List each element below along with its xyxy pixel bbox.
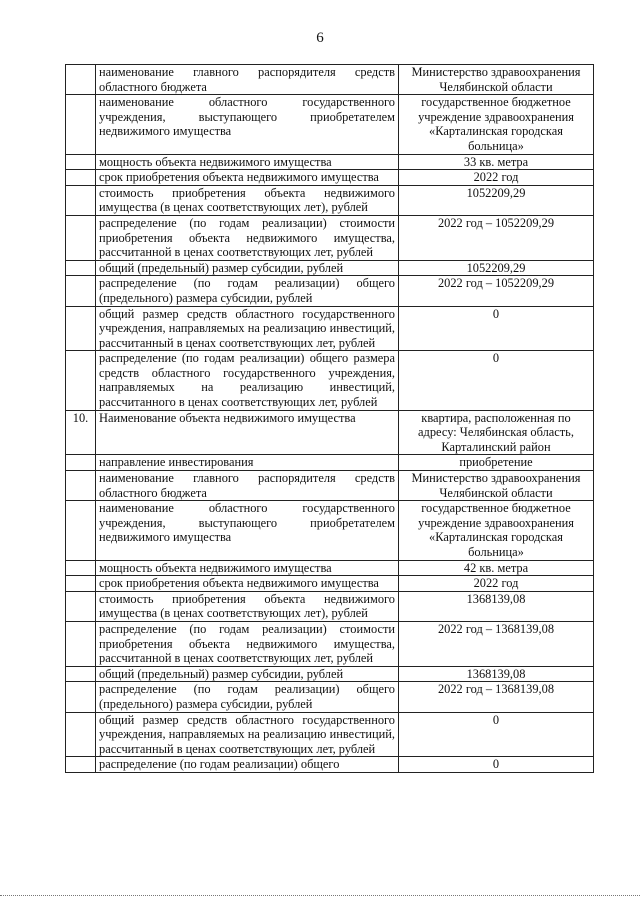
row-number: 10. <box>66 410 96 455</box>
page-bottom-divider <box>0 895 640 896</box>
table-row <box>66 757 594 773</box>
row-label: Наименование объекта недвижимого имущества <box>96 410 399 455</box>
row-label: распределение (по годам реализации) общего (предельного) размера субсидии, рублей <box>96 682 399 712</box>
table-row <box>66 65 594 95</box>
row-label: мощность объекта недвижимого имущества <box>96 560 399 576</box>
row-number <box>66 757 96 773</box>
row-value: 2022 год <box>399 576 594 592</box>
table-row <box>66 170 594 186</box>
page-number: 6 <box>316 30 324 46</box>
row-value: 1368139,08 <box>399 666 594 682</box>
row-value: 2022 год – 1368139,08 <box>399 682 594 712</box>
row-value: 1052209,29 <box>399 260 594 276</box>
table-row <box>66 95 594 154</box>
row-value: 0 <box>399 306 594 351</box>
row-value: 42 кв. метра <box>399 560 594 576</box>
row-value: квартира, расположенная по адресу: Челябинская область, Карталинский район <box>399 410 594 455</box>
row-label: распределение (по годам реализации) общего размера средств областного государственного учреждения, направляемых на реализацию инвестиций, рассчитанного в ценах соответствующих лет, рублей <box>96 351 399 410</box>
row-number <box>66 501 96 560</box>
row-number <box>66 185 96 215</box>
table-row <box>66 410 594 455</box>
row-number <box>66 306 96 351</box>
investment-table <box>65 64 594 773</box>
row-label: наименование областного государственного учреждения, выступающего приобретателем недвижимого имущества <box>96 501 399 560</box>
row-number <box>66 591 96 621</box>
row-value: Министерство здравоохранения Челябинской области <box>399 65 594 95</box>
row-label: стоимость приобретения объекта недвижимого имущества (в ценах соответствующих лет), рублей <box>96 185 399 215</box>
row-label: распределение (по годам реализации) общего <box>96 757 399 773</box>
row-number <box>66 576 96 592</box>
row-value: 0 <box>399 757 594 773</box>
row-number <box>66 712 96 757</box>
row-label: наименование главного распорядителя средств областного бюджета <box>96 65 399 95</box>
row-number <box>66 154 96 170</box>
table-row <box>66 682 594 712</box>
row-number <box>66 621 96 666</box>
table-row <box>66 471 594 501</box>
row-value: 33 кв. метра <box>399 154 594 170</box>
row-value: государственное бюджетное учреждение здравоохранения «Карталинская городская больница» <box>399 95 594 154</box>
row-value: 1368139,08 <box>399 591 594 621</box>
row-label: распределение (по годам реализации) общего (предельного) размера субсидии, рублей <box>96 276 399 306</box>
table-row <box>66 501 594 560</box>
row-label: срок приобретения объекта недвижимого имущества <box>96 170 399 186</box>
row-number <box>66 65 96 95</box>
table-row <box>66 215 594 260</box>
row-number <box>66 455 96 471</box>
table-row <box>66 712 594 757</box>
row-number <box>66 471 96 501</box>
table-row <box>66 455 594 471</box>
row-value: 0 <box>399 351 594 410</box>
table-row <box>66 351 594 410</box>
row-label: распределение (по годам реализации) стоимости приобретения объекта недвижимого имущества, рассчитанной в ценах соответствующих лет, рублей <box>96 215 399 260</box>
row-label: направление инвестирования <box>96 455 399 471</box>
row-number <box>66 682 96 712</box>
row-number <box>66 560 96 576</box>
table-row <box>66 576 594 592</box>
row-label: общий размер средств областного государственного учреждения, направляемых на реализацию инвестиций, рассчитанный в ценах соответствующих лет, рублей <box>96 306 399 351</box>
row-value: государственное бюджетное учреждение здравоохранения «Карталинская городская больница» <box>399 501 594 560</box>
table-row <box>66 666 594 682</box>
table-row <box>66 185 594 215</box>
row-label: общий размер средств областного государственного учреждения, направляемых на реализацию инвестиций, рассчитанный в ценах соответствующих лет, рублей <box>96 712 399 757</box>
table-row <box>66 260 594 276</box>
row-number <box>66 666 96 682</box>
row-value: 2022 год – 1368139,08 <box>399 621 594 666</box>
row-number <box>66 95 96 154</box>
table-row <box>66 154 594 170</box>
row-number <box>66 170 96 186</box>
row-label: мощность объекта недвижимого имущества <box>96 154 399 170</box>
row-value: 1052209,29 <box>399 185 594 215</box>
row-number <box>66 215 96 260</box>
row-value: 2022 год – 1052209,29 <box>399 276 594 306</box>
row-label: срок приобретения объекта недвижимого имущества <box>96 576 399 592</box>
table-row <box>66 276 594 306</box>
table-row <box>66 621 594 666</box>
table-row <box>66 560 594 576</box>
row-number <box>66 351 96 410</box>
row-value: 2022 год <box>399 170 594 186</box>
row-value: 2022 год – 1052209,29 <box>399 215 594 260</box>
row-label: стоимость приобретения объекта недвижимого имущества (в ценах соответствующих лет), рублей <box>96 591 399 621</box>
row-value: 0 <box>399 712 594 757</box>
row-value: приобретение <box>399 455 594 471</box>
table-row <box>66 591 594 621</box>
row-label: общий (предельный) размер субсидии, рублей <box>96 260 399 276</box>
row-label: наименование областного государственного учреждения, выступающего приобретателем недвижимого имущества <box>96 95 399 154</box>
row-label: распределение (по годам реализации) стоимости приобретения объекта недвижимого имущества, рассчитанной в ценах соответствующих лет, рублей <box>96 621 399 666</box>
row-number <box>66 260 96 276</box>
table-row <box>66 306 594 351</box>
row-number <box>66 276 96 306</box>
row-value: Министерство здравоохранения Челябинской области <box>399 471 594 501</box>
row-label: наименование главного распорядителя средств областного бюджета <box>96 471 399 501</box>
row-label: общий (предельный) размер субсидии, рублей <box>96 666 399 682</box>
